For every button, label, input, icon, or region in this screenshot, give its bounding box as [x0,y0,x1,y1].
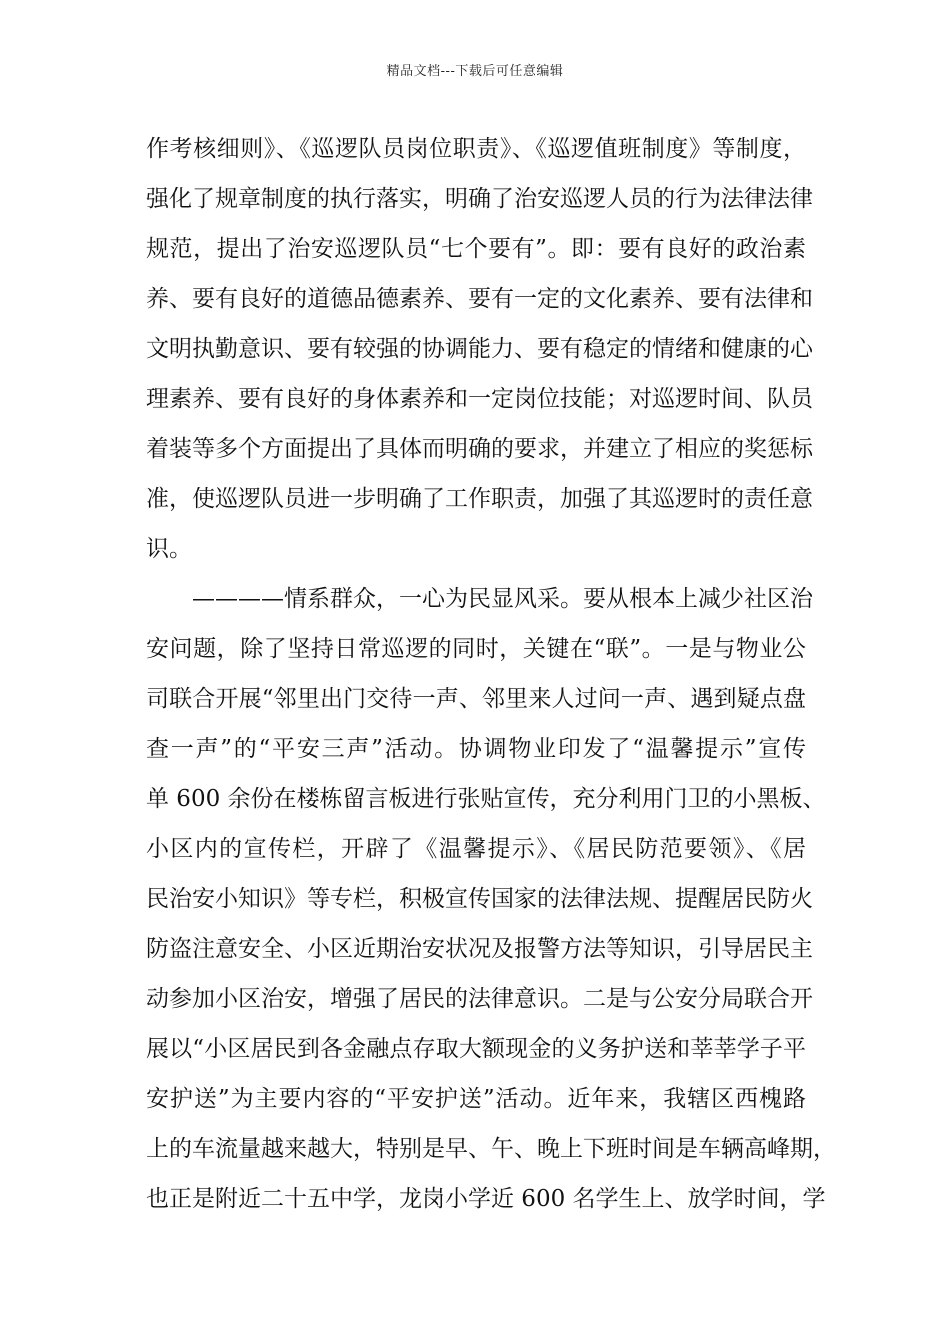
text-line: 准，使巡逻队员进一步明确了工作职责，加强了其巡逻时的责任意 [146,486,813,512]
text-line: 规范，提出了治安巡逻队员“七个要有”。即：要有良好的政治素 [146,236,806,262]
text-line: 养、要有良好的道德品德素养、要有一定的文化素养、要有法律和 [146,286,813,312]
text-line: 上的车流量越来越大，特别是早、午、晚上下班时间是车辆高峰期， [146,1136,836,1162]
text-line: 作考核细则》、《巡逻队员岗位职责》、《巡逻值班制度》等制度， [146,136,806,162]
page-header: 精品文档---下载后可任意编辑 [386,64,564,79]
text-line: 民治安小知识》等专栏，积极宣传国家的法律法规、提醒居民防火 [146,886,813,912]
text-line: 安护送”为主要内容的“平安护送”活动。近年来，我辖区西槐路 [146,1086,806,1112]
text-line: 防盗注意安全、小区近期治安状况及报警方法等知识，引导居民主 [146,936,813,962]
text-line: 也正是附近二十五中学，龙岗小学近 600 名学生上、放学时间，学 [146,1186,826,1212]
text-line: 司联合开展“邻里出门交待一声、邻里来人过问一声、遇到疑点盘 [146,686,806,712]
text-line: 小区内的宣传栏，开辟了《温馨提示》、《居民防范要领》、《居 [146,836,806,862]
text-line: 动参加小区治安，增强了居民的法律意识。二是与公安分局联合开 [146,986,813,1012]
paragraph-start-line: ————情系群众，一心为民显风采。要从根本上减少社区治 [192,586,813,612]
text-line: 识。 [146,536,192,562]
text-line: 安问题，除了坚持日常巡逻的同时，关键在“联”。一是与物业公 [146,636,806,662]
text-line: 展以“小区居民到各金融点存取大额现金的义务护送和莘莘学子平 [146,1036,806,1062]
text-line: 单 600 余份在楼栋留言板进行张贴宣传，充分利用门卫的小黑板、 [146,786,826,812]
text-line: 理素养、要有良好的身体素养和一定岗位技能；对巡逻时间、队员 [146,386,813,412]
text-line: 着装等多个方面提出了具体而明确的要求，并建立了相应的奖惩标 [146,436,813,462]
text-line: 查一声”的“平安三声”活动。协调物业印发了“温馨提示”宣传 [146,736,806,762]
text-line: 强化了规章制度的执行落实，明确了治安巡逻人员的行为法律法律 [146,186,813,212]
text-line: 文明执勤意识、要有较强的协调能力、要有稳定的情绪和健康的心 [146,336,813,362]
